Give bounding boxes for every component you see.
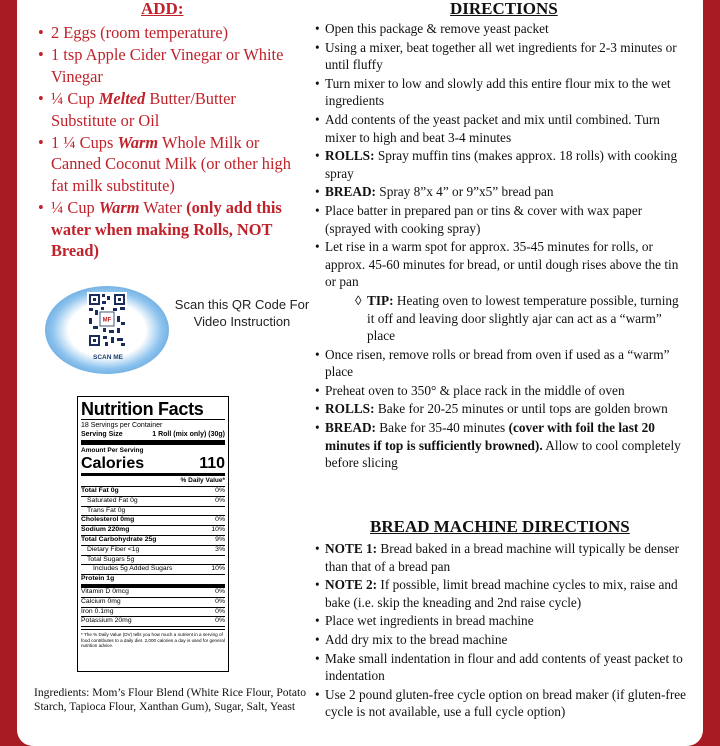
nutrient-row: Sodium 220mg 10%	[81, 526, 225, 536]
direction-tip: ◊ TIP: Heating oven to lowest temperature possible, turning it off and leaving door slightly ajar can act as a “warm” place	[355, 292, 679, 344]
qr-code-icon[interactable]	[87, 292, 127, 348]
add-title: ADD:	[141, 0, 184, 18]
nutrition-title: Nutrition Facts	[81, 399, 225, 420]
direction-step: • Place batter in prepared pan or tins & cover with wax paper (sprayed with cooking spray)	[315, 202, 689, 237]
direction-step: • BREAD: Spray 8”x 4” or 9”x5” bread pan	[315, 183, 689, 201]
nutrient-row: Saturated Fat 0g 0%	[81, 497, 225, 507]
direction-step: • Once risen, remove rolls or bread from oven if used as a “warm” place	[315, 346, 689, 381]
add-item-eggs: • 2 Eggs (room temperature)	[35, 22, 297, 43]
nutrient-row: Potassium 20mg 0%	[81, 617, 225, 627]
nutrient-row: Total Carbohydrate 25g 9%	[81, 536, 225, 546]
direction-step: • ROLLS: Spray muffin tins (makes approx. 18 rolls) with cooking spray	[315, 147, 689, 182]
qr-logo: MF	[102, 317, 112, 324]
bread-machine-step: • Place wet ingredients in bread machine	[315, 612, 689, 630]
direction-step: • Open this package & remove yeast packet	[315, 20, 689, 38]
qr-caption: Scan this QR Code For Video Instruction	[174, 297, 310, 329]
package-panel	[17, 0, 703, 746]
nutrient-row: Cholesterol 0mg 0%	[81, 516, 225, 526]
direction-step: • Preheat oven to 350° & place rack in the middle of oven	[315, 382, 689, 400]
amount-per-serving: Amount Per Serving	[81, 447, 144, 454]
nutrient-row: Calcium 0mg 0%	[81, 598, 225, 608]
qr-badge	[45, 286, 175, 386]
nutrition-footnote: * The % Daily Value (DV) tells you how much a nutrient in a serving of food contributes to a daily diet. 2,000 calories a day is used for general nutrition advice.	[81, 629, 225, 649]
add-item-milk: • 1 ¼ Cups Warm Whole Milk or Canned Coconut Milk (or other high fat milk substitute)	[35, 132, 297, 196]
bread-machine-step: • Add dry mix to the bread machine	[315, 631, 689, 649]
scan-me-label: SCAN ME	[93, 354, 123, 361]
nutrient-row: Vitamin D 0mcg 0%	[81, 588, 225, 598]
nutrient-row: Total Sugars 5g	[81, 556, 225, 566]
servings-per-container: 18 Servings per Container	[81, 422, 163, 429]
directions-list	[315, 20, 689, 473]
nutrient-row: Includes 5g Added Sugars 10%	[81, 565, 225, 575]
directions-title: DIRECTIONS	[450, 0, 558, 18]
bread-machine-title: BREAD MACHINE DIRECTIONS	[370, 517, 630, 536]
direction-step: • Using a mixer, beat together all wet ingredients for 2-3 minutes or until fluffy	[315, 39, 689, 74]
serving-size: Serving Size 1 Roll (mix only) (30g)	[81, 430, 225, 445]
add-item-water: • ¼ Cup Warm Water (only add this water when making Rolls, NOT Bread)	[35, 197, 297, 261]
nutrient-row: Total Fat 0g 0%	[81, 487, 225, 497]
daily-value-header: % Daily Value*	[81, 476, 225, 487]
bread-machine-step: • NOTE 1: Bread baked in a bread machine will typically be denser than that of a bread pan	[315, 540, 689, 575]
bread-machine-list	[315, 540, 689, 722]
nutrient-row: Dietary Fiber <1g 3%	[81, 546, 225, 556]
add-item-vinegar: • 1 tsp Apple Cider Vinegar or White Vinegar	[35, 44, 297, 87]
bread-machine-step: • NOTE 2: If possible, limit bread machine cycles to mix, raise and bake (i.e. skip the kneading and 2nd raise cycle)	[315, 576, 689, 611]
nutrient-row: Protein 1g	[81, 575, 225, 588]
bread-machine-step: • Use 2 pound gluten-free cycle option on bread maker (if gluten-free cycle is not available, use a full cycle option)	[315, 686, 689, 721]
nutrient-row: Trans Fat 0g	[81, 507, 225, 517]
ingredients-text: Ingredients: Mom’s Flour Blend (White Rice Flour, Potato Starch, Tapioca Flour, Xanthan Gum), Sugar, Salt, Yeast	[34, 686, 306, 713]
nutrition-facts-label	[77, 396, 229, 672]
direction-step: • ROLLS: Bake for 20-25 minutes or until tops are golden brown	[315, 400, 689, 418]
direction-step: • BREAD: Bake for 35-40 minutes (cover with foil the last 20 minutes if top is sufficiently browned). Allow to cool completely before slicing	[315, 419, 689, 472]
calories-row: Calories 110	[81, 455, 225, 476]
add-item-butter: • ¼ Cup Melted Butter/Butter Substitute or Oil	[35, 88, 297, 131]
nutrient-row: Iron 0.1mg 0%	[81, 608, 225, 618]
direction-step: • Let rise in a warm spot for approx. 35-45 minutes for rolls, or approx. 45-60 minutes for bread, or until dough rises above the tin or pan	[315, 238, 689, 291]
direction-step: • Add contents of the yeast packet and mix until combined. Turn mixer to high and beat 3-4 minutes	[315, 111, 689, 146]
add-list	[35, 22, 297, 262]
diamond-icon: ◊	[355, 292, 362, 308]
bread-machine-step: • Make small indentation in flour and add contents of yeast packet to indentation	[315, 650, 689, 685]
direction-step: • Turn mixer to low and slowly add this entire flour mix to the wet ingredients	[315, 75, 689, 110]
